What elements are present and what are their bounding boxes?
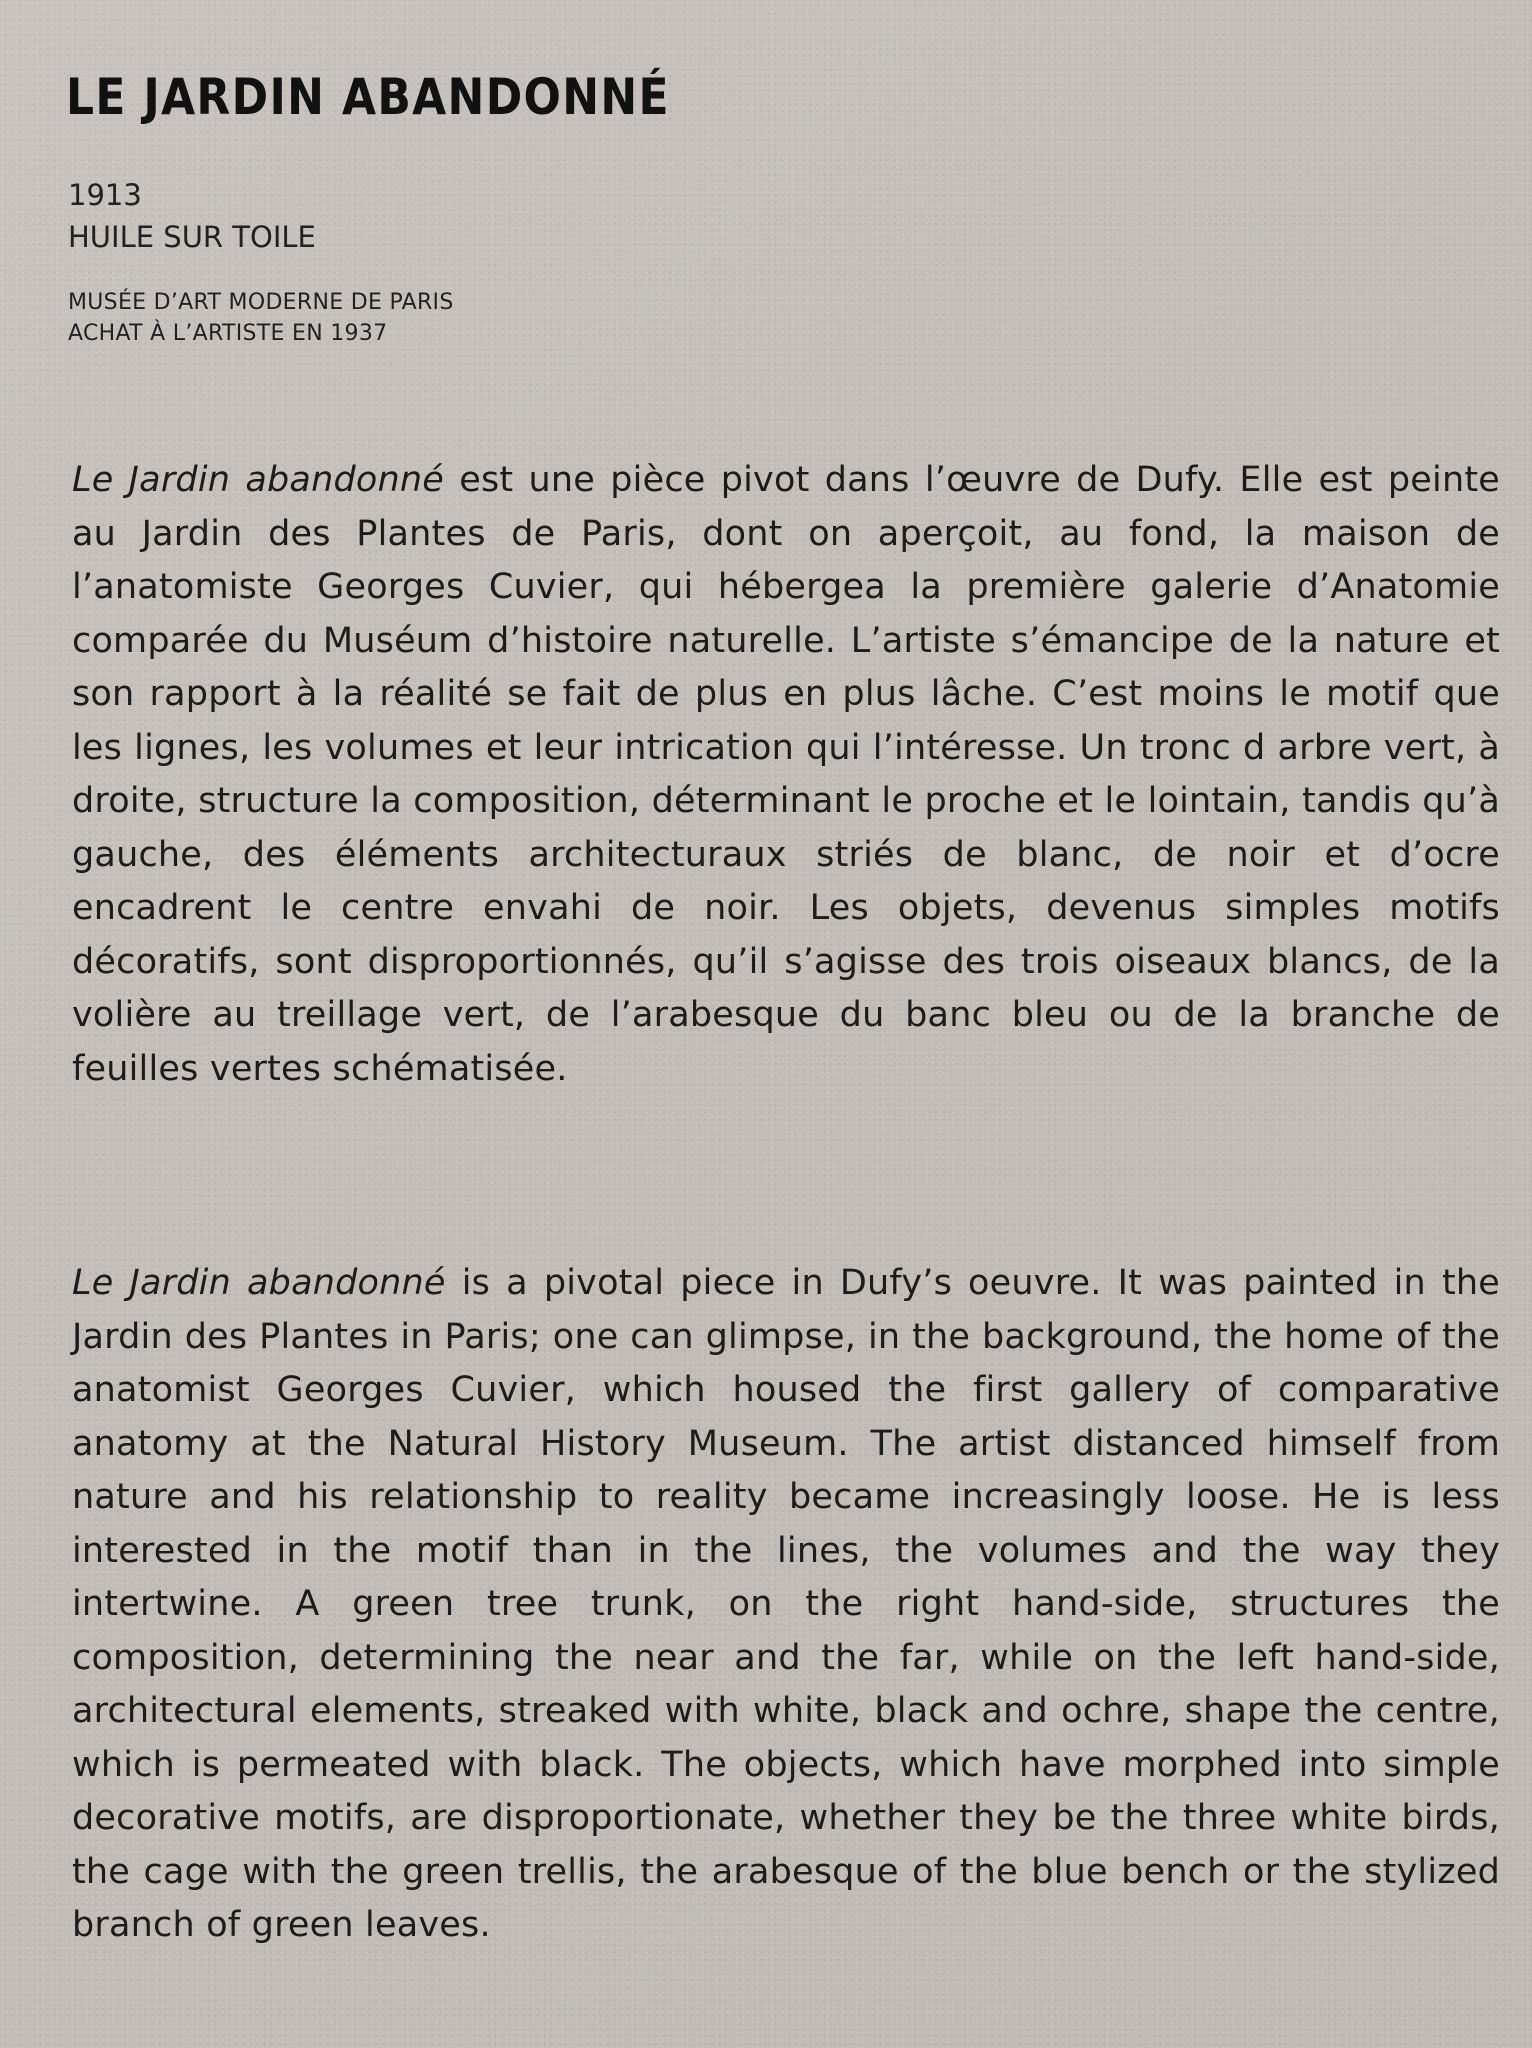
- artwork-year: 1913: [68, 178, 142, 212]
- artwork-acquisition: ACHAT À L’ARTISTE EN 1937: [68, 321, 388, 346]
- artwork-collection: MUSÉE D’ART MODERNE DE PARIS: [68, 290, 454, 315]
- english-body-text: is a pivotal piece in Dufy’s oeuvre. It was painted in the Jardin des Plantes in Paris; one can glimpse, in the background, the home of the anatomist Georges Cuvier, which housed the first gallery of comparative anatomy at the Natural History Museum. The artist distanced himself from nature and his relationship to reality became increasingly loose. He is less interested in the motif than in the lines, the volumes and the way they intertwine. A green tree trunk, on the right hand-side, structures the composition, determining the near and the far, while on the left hand-side, architectural elements, streaked with white, black and ochre, shape the centre, which is permeated with black. The objects, which have morphed into simple decorative motifs, are disproportionate, whether they be the three white birds, the cage with the green trellis, the arabesque of the blue bench or the stylized branch of green leaves.: [72, 1263, 1500, 1945]
- english-description: [72, 1257, 1500, 1953]
- french-italic-title: Le Jardin abandonné: [72, 460, 444, 500]
- artwork-medium: HUILE SUR TOILE: [68, 220, 316, 254]
- french-body-text: est une pièce pivot dans l’œuvre de Dufy. Elle est peinte au Jardin des Plantes de Paris, dont on aperçoit, au fond, la maison de l’anatomiste Georges Cuvier, qui hébergea la première galerie d’Anatomie comparée du Muséum d’histoire naturelle. L’artiste s’émancipe de la nature et son rapport à la réalité se fait de plus en plus lâche. C’est moins le motif que les lignes, les volumes et leur intrication qui l’intéresse. Un tronc d arbre vert, à droite, structure la composition, déterminant le proche et le lointain, tandis qu’à gauche, des éléments architecturaux striés de blanc, de noir et d’ocre encadrent le centre envahi de noir. Les objets, devenus simples motifs décoratifs, sont disproportionnés, qu’il s’agisse des trois oiseaux blancs, de la volière au treillage vert, de l’arabesque du banc bleu ou de la branche de feuilles vertes schématisée.: [72, 460, 1500, 1089]
- artwork-title: LE JARDIN ABANDONNÉ: [66, 68, 670, 126]
- english-italic-title: Le Jardin abandonné: [72, 1263, 446, 1303]
- french-description: [72, 454, 1500, 1096]
